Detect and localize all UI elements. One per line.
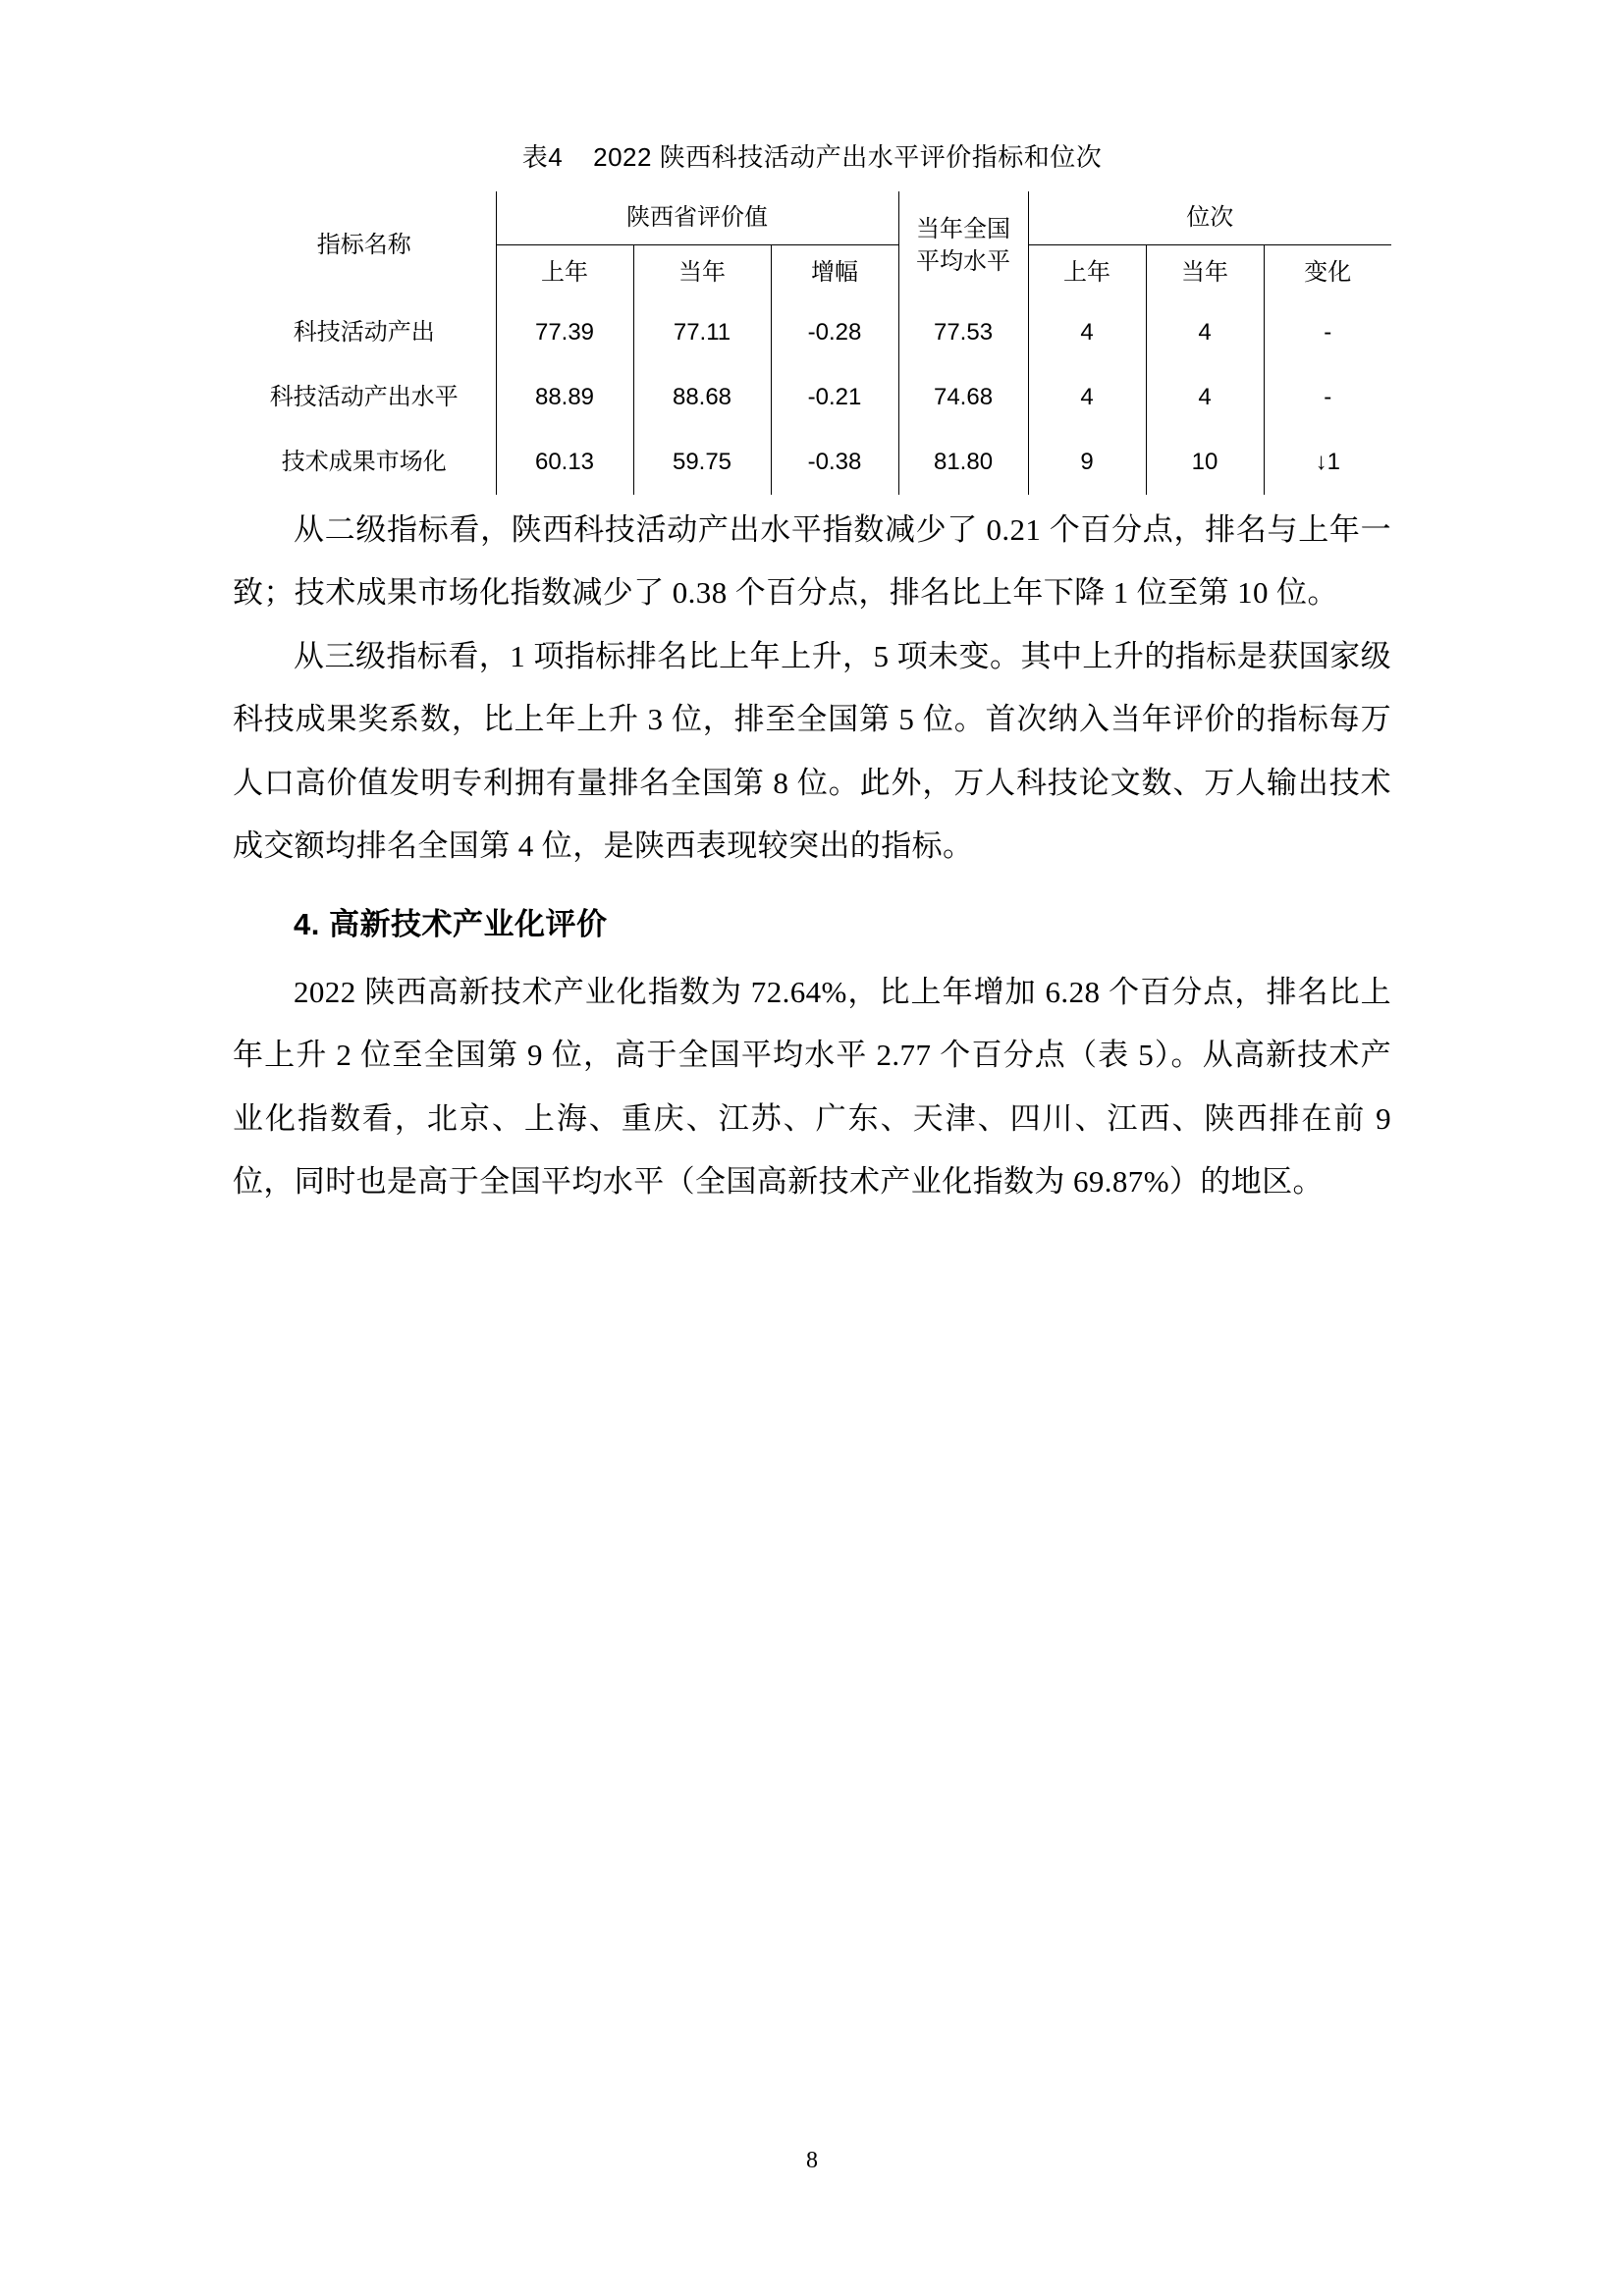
cell-curr-value: 77.11 [633, 300, 771, 365]
cell-growth: -0.21 [771, 365, 898, 430]
header-national-average-line1: 当年全国 [916, 216, 1011, 243]
cell-rank-curr: 10 [1146, 430, 1264, 495]
header-indicator-name: 指标名称 [233, 191, 496, 300]
paragraph-high-tech-index: 2022 陕西高新技术产业化指数为 72.64%，比上年增加 6.28 个百分点，排名比上年上升 2 位至全国第 9 位，高于全国平均水平 2.77 个百分点（表 5）。从高新技术产业化指数看，北京、上海、重庆、江苏、广东、天津、四川、江西、陕西排在前 9 位，同时也是高于全国平均水平（全国高新技术产业化指数为 69.87%）的地区。 [233, 974, 1391, 1200]
page-content [233, 0, 1391, 1214]
header-growth: 增幅 [771, 245, 898, 301]
table-caption: 表4 2022 陕西科技活动产出水平评价指标和位次 [521, 142, 1103, 172]
cell-national-average: 74.68 [898, 365, 1028, 430]
header-rank-prev-year: 上年 [1028, 245, 1146, 301]
table-row [233, 300, 1391, 365]
cell-rank-curr: 4 [1146, 300, 1264, 365]
page-number: 8 [806, 2148, 818, 2173]
header-curr-year: 当年 [633, 245, 771, 301]
cell-indicator-name: 科技活动产出水平 [233, 365, 496, 430]
header-province-value-group: 陕西省评价值 [496, 191, 898, 245]
table-row [233, 365, 1391, 430]
cell-rank-prev: 4 [1028, 365, 1146, 430]
cell-rank-change: - [1264, 365, 1391, 430]
cell-curr-value: 59.75 [633, 430, 771, 495]
cell-indicator-name: 科技活动产出 [233, 300, 496, 365]
header-prev-year: 上年 [496, 245, 633, 301]
header-rank-change: 变化 [1264, 245, 1391, 301]
cell-curr-value: 88.68 [633, 365, 771, 430]
header-rank-curr-year: 当年 [1146, 245, 1264, 301]
paragraph-secondary-indicators: 从二级指标看，陕西科技活动产出水平指数减少了 0.21 个百分点，排名与上年一致；技术成果市场化指数减少了 0.38 个百分点，排名比上年下降 1 位至第 10 位。 [233, 512, 1391, 611]
cell-growth: -0.38 [771, 430, 898, 495]
paragraph-tertiary-indicators: 从三级指标看，1 项指标排名比上年上升，5 项未变。其中上升的指标是获国家级科技成果奖系数，比上年上升 3 位，排至全国第 5 位。首次纳入当年评价的指标每万人口高价值发明专利拥有量排名全国第 8 位。此外，万人科技论文数、万人输出技术成交额均排名全国第 4 位，是陕西表现较突出的指标。 [233, 638, 1391, 864]
cell-prev-value: 60.13 [496, 430, 633, 495]
header-rank-group: 位次 [1028, 191, 1391, 245]
table-body [233, 300, 1391, 495]
cell-rank-prev: 9 [1028, 430, 1146, 495]
cell-rank-prev: 4 [1028, 300, 1146, 365]
cell-rank-change: ↓1 [1264, 430, 1391, 495]
table-row [233, 430, 1391, 495]
cell-national-average: 77.53 [898, 300, 1028, 365]
table-4 [233, 191, 1391, 495]
table-header-row-1 [233, 191, 1391, 245]
header-national-average-line2: 平均水平 [916, 247, 1011, 275]
section-heading-high-tech: 4. 高新技术产业化评价 [294, 906, 608, 941]
cell-growth: -0.28 [771, 300, 898, 365]
cell-rank-curr: 4 [1146, 365, 1264, 430]
header-national-average [898, 191, 1028, 300]
cell-indicator-name: 技术成果市场化 [233, 430, 496, 495]
cell-national-average: 81.80 [898, 430, 1028, 495]
table-header [233, 191, 1391, 300]
cell-rank-change: - [1264, 300, 1391, 365]
cell-prev-value: 88.89 [496, 365, 633, 430]
cell-prev-value: 77.39 [496, 300, 633, 365]
body-section [233, 499, 1391, 1214]
